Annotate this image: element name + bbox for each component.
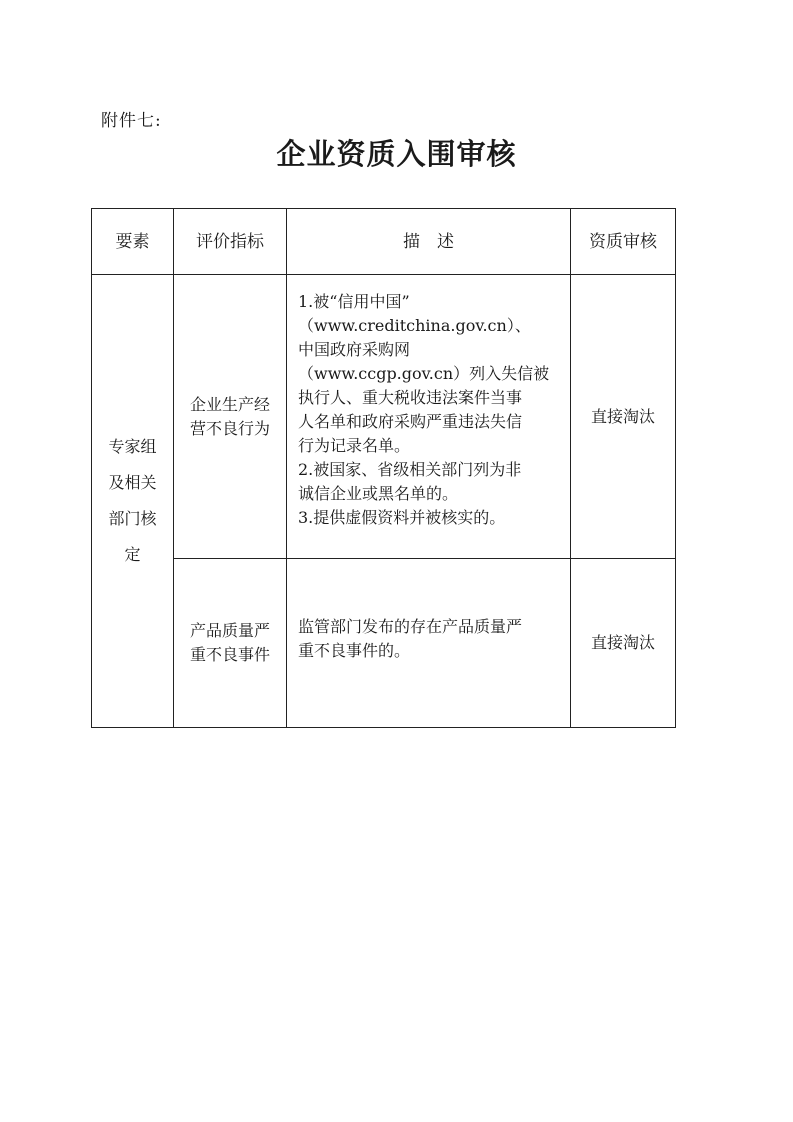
indicator-line: 营不良行为 [189, 418, 270, 438]
element-line: 定 [124, 545, 141, 564]
description-cell [287, 559, 571, 728]
description-line: （www.ccgp.gov.cn）列入失信被 [298, 364, 550, 383]
indicator-line: 重不良事件 [189, 645, 270, 664]
indicator-cell [174, 559, 287, 728]
description-line: （www.creditchina.gov.cn）、 [298, 316, 531, 335]
review-cell: 直接淘汰 [571, 275, 676, 559]
indicator-line: 企业生产经 [189, 394, 270, 414]
description-line: 中国政府采购网 [298, 340, 411, 359]
indicator-line: 产品质量严 [189, 621, 270, 640]
description-line: 执行人、重大税收违法案件当事 [298, 388, 523, 407]
review-cell: 直接淘汰 [571, 559, 676, 728]
table-row [92, 275, 676, 559]
header-element: 要素 [92, 209, 174, 275]
description-line: 监管部门发布的存在产品质量严 [298, 617, 523, 636]
element-line: 部门核 [108, 509, 157, 528]
indicator-cell [174, 275, 287, 559]
description-line: 诚信企业或黑名单的。 [298, 484, 459, 503]
header-description: 描 述 [287, 209, 571, 275]
table-row [92, 559, 676, 728]
document-title: 企业资质入围审核 [276, 137, 517, 171]
header-review: 资质审核 [571, 209, 676, 275]
element-line: 及相关 [108, 473, 157, 492]
description-line: 2.被国家、省级相关部门列为非 [298, 460, 522, 479]
annex-label: 附件七: [101, 111, 162, 131]
description-line: 3.提供虚假资料并被核实的。 [298, 508, 506, 527]
element-cell [92, 275, 174, 728]
qualification-review-table [91, 208, 676, 728]
description-cell [287, 275, 571, 559]
element-line: 专家组 [108, 437, 157, 456]
description-line: 人名单和政府采购严重违法失信 [298, 412, 523, 431]
description-line: 1.被“信用中国” [298, 292, 410, 311]
header-indicator: 评价指标 [174, 209, 287, 275]
table-header-row [92, 209, 676, 275]
description-line: 行为记录名单。 [298, 436, 411, 455]
description-line: 重不良事件的。 [298, 641, 411, 660]
